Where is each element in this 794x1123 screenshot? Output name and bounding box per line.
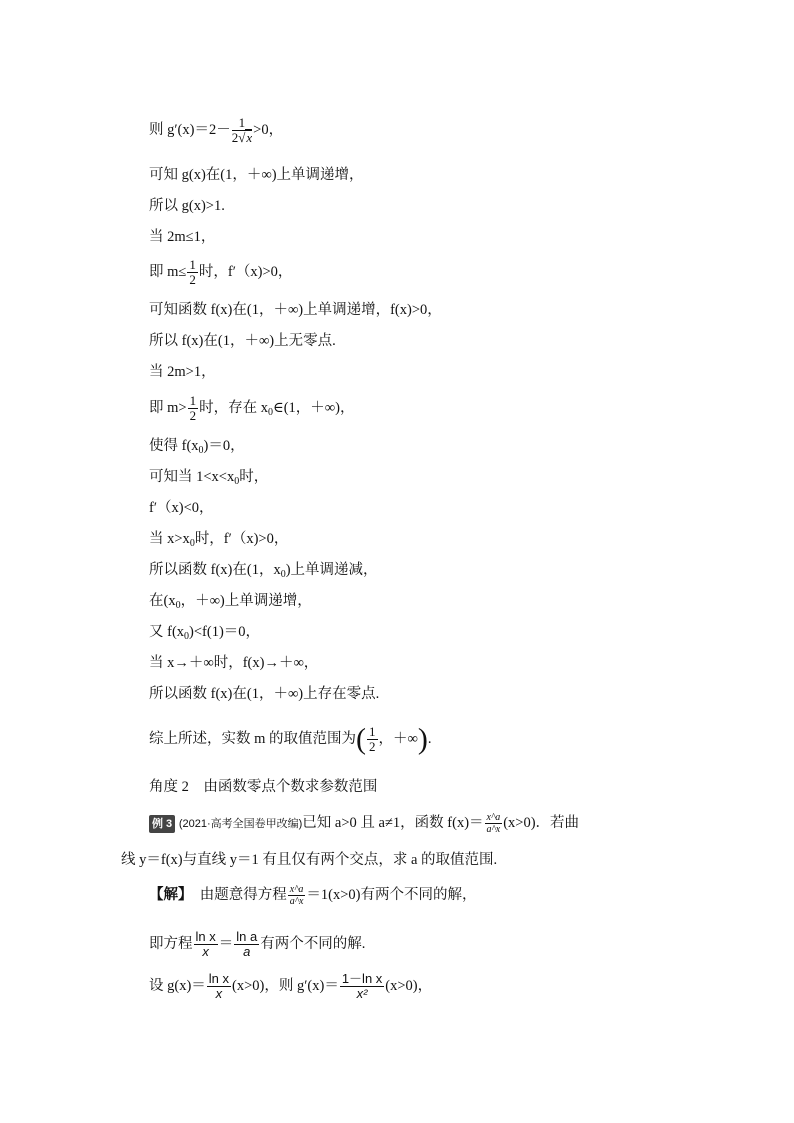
line-17: 当 x→＋∞时，f(x)→＋∞， [149,655,319,671]
line-conclusion: 综上所述，实数 m 的取值范围为( $\frac{1}{2}$ ，＋∞). [149,722,432,756]
line-14: 所以函数 f(x)在(1，$x_0$)上单调递减， [149,562,378,580]
line-11: 可知当 $1<x<x_0$时， [149,469,269,487]
line-15: 在($x_0$，＋∞)上单调递增， [149,593,312,611]
line-10: 使得 $f(x_0)=0$， [149,438,245,456]
fraction: $\frac{\text{1－ln x}}{\text{x²}}$ [341,971,383,1001]
line-4: 当 2m≤1， [149,229,216,245]
fraction: $\frac{1}{2√x}$ [231,115,253,145]
fraction: $\frac{x\^{}a}{a\^{}x}$ [289,884,304,907]
solution-label: 【解】 [149,886,186,903]
example-source: (2021·高考全国卷甲改编) [178,817,303,830]
section-heading: 角度 2 由函数零点个数求参数范围 [149,779,378,795]
line-2: 可知 g(x)在(1，＋∞)上单调递增， [149,167,364,183]
solution-line-3: 设 g(x)＝ $\frac{\text{ln x}}{x}$ (x>0)，则 g′(x)＝ $\frac{\text{1－ln x}}{\text{x²}}$ (x>0)， [149,971,433,1001]
line-7: 所以 f(x)在(1，＋∞)上无零点. [149,333,336,349]
fraction: $\frac{x\^{}a}{a\^{}x}$ [486,812,501,835]
line-g-derivative: 则 g′(x)＝2－ $\frac{1}{2√x}$ >0， [149,115,284,145]
line-18: 所以函数 f(x)在(1，＋∞)上存在零点. [149,686,380,702]
line-8: 当 2m>1， [149,364,216,380]
line-6: 可知函数 f(x)在(1，＋∞)上单调递增，f(x)>0， [149,302,442,318]
example-line-2: 线 y＝f(x)与直线 y＝1 有且仅有两个交点，求 a 的取值范围. [121,852,498,868]
fraction: $\frac{\text{ln x}}{x}$ [208,971,230,1001]
line-5: 即 m≤ $\frac{1}{2}$ 时，f′（x)>0， [149,257,293,287]
fraction: $\frac{1}{2}$ [189,393,197,423]
example-line-1: 例 3 (2021·高考全国卷甲改编)已知 a>0 且 a≠1，函数 f(x)＝ $\frac{x\^{}a}{a\^{}x}$ (x>0)．若曲 [149,812,579,835]
solution-line-2: 即方程 $\frac{\text{ln x}}{x}$ ＝ $\frac{\text{ln a}}{a}$ 有两个不同的解. [149,929,366,959]
fraction: $\frac{\text{ln x}}{x}$ [195,929,216,959]
line-16: 又 $f(x_0)<f(1)=0$， [149,624,261,642]
line-13: 当 $x>x_0$时，f′（x)>0， [149,531,289,549]
solution-line-1: 【解】 由题意得方程 $\frac{x\^{}a}{a\^{}x}$ ＝1(x>0)有两个不同的解， [149,884,477,907]
line-12: f′（x)<0， [149,500,214,516]
line-3: 所以 g(x)>1. [149,198,225,214]
line-9: 即 m> $\frac{1}{2}$ 时，存在 $x_0\in(1$，＋∞)， [149,393,355,423]
fraction: $\frac{1}{2}$ [189,257,196,287]
fraction: $\frac{1}{2}$ [369,724,376,754]
example-badge: 例 3 [149,815,175,833]
fraction: $\frac{\text{ln a}}{a}$ [236,929,258,959]
